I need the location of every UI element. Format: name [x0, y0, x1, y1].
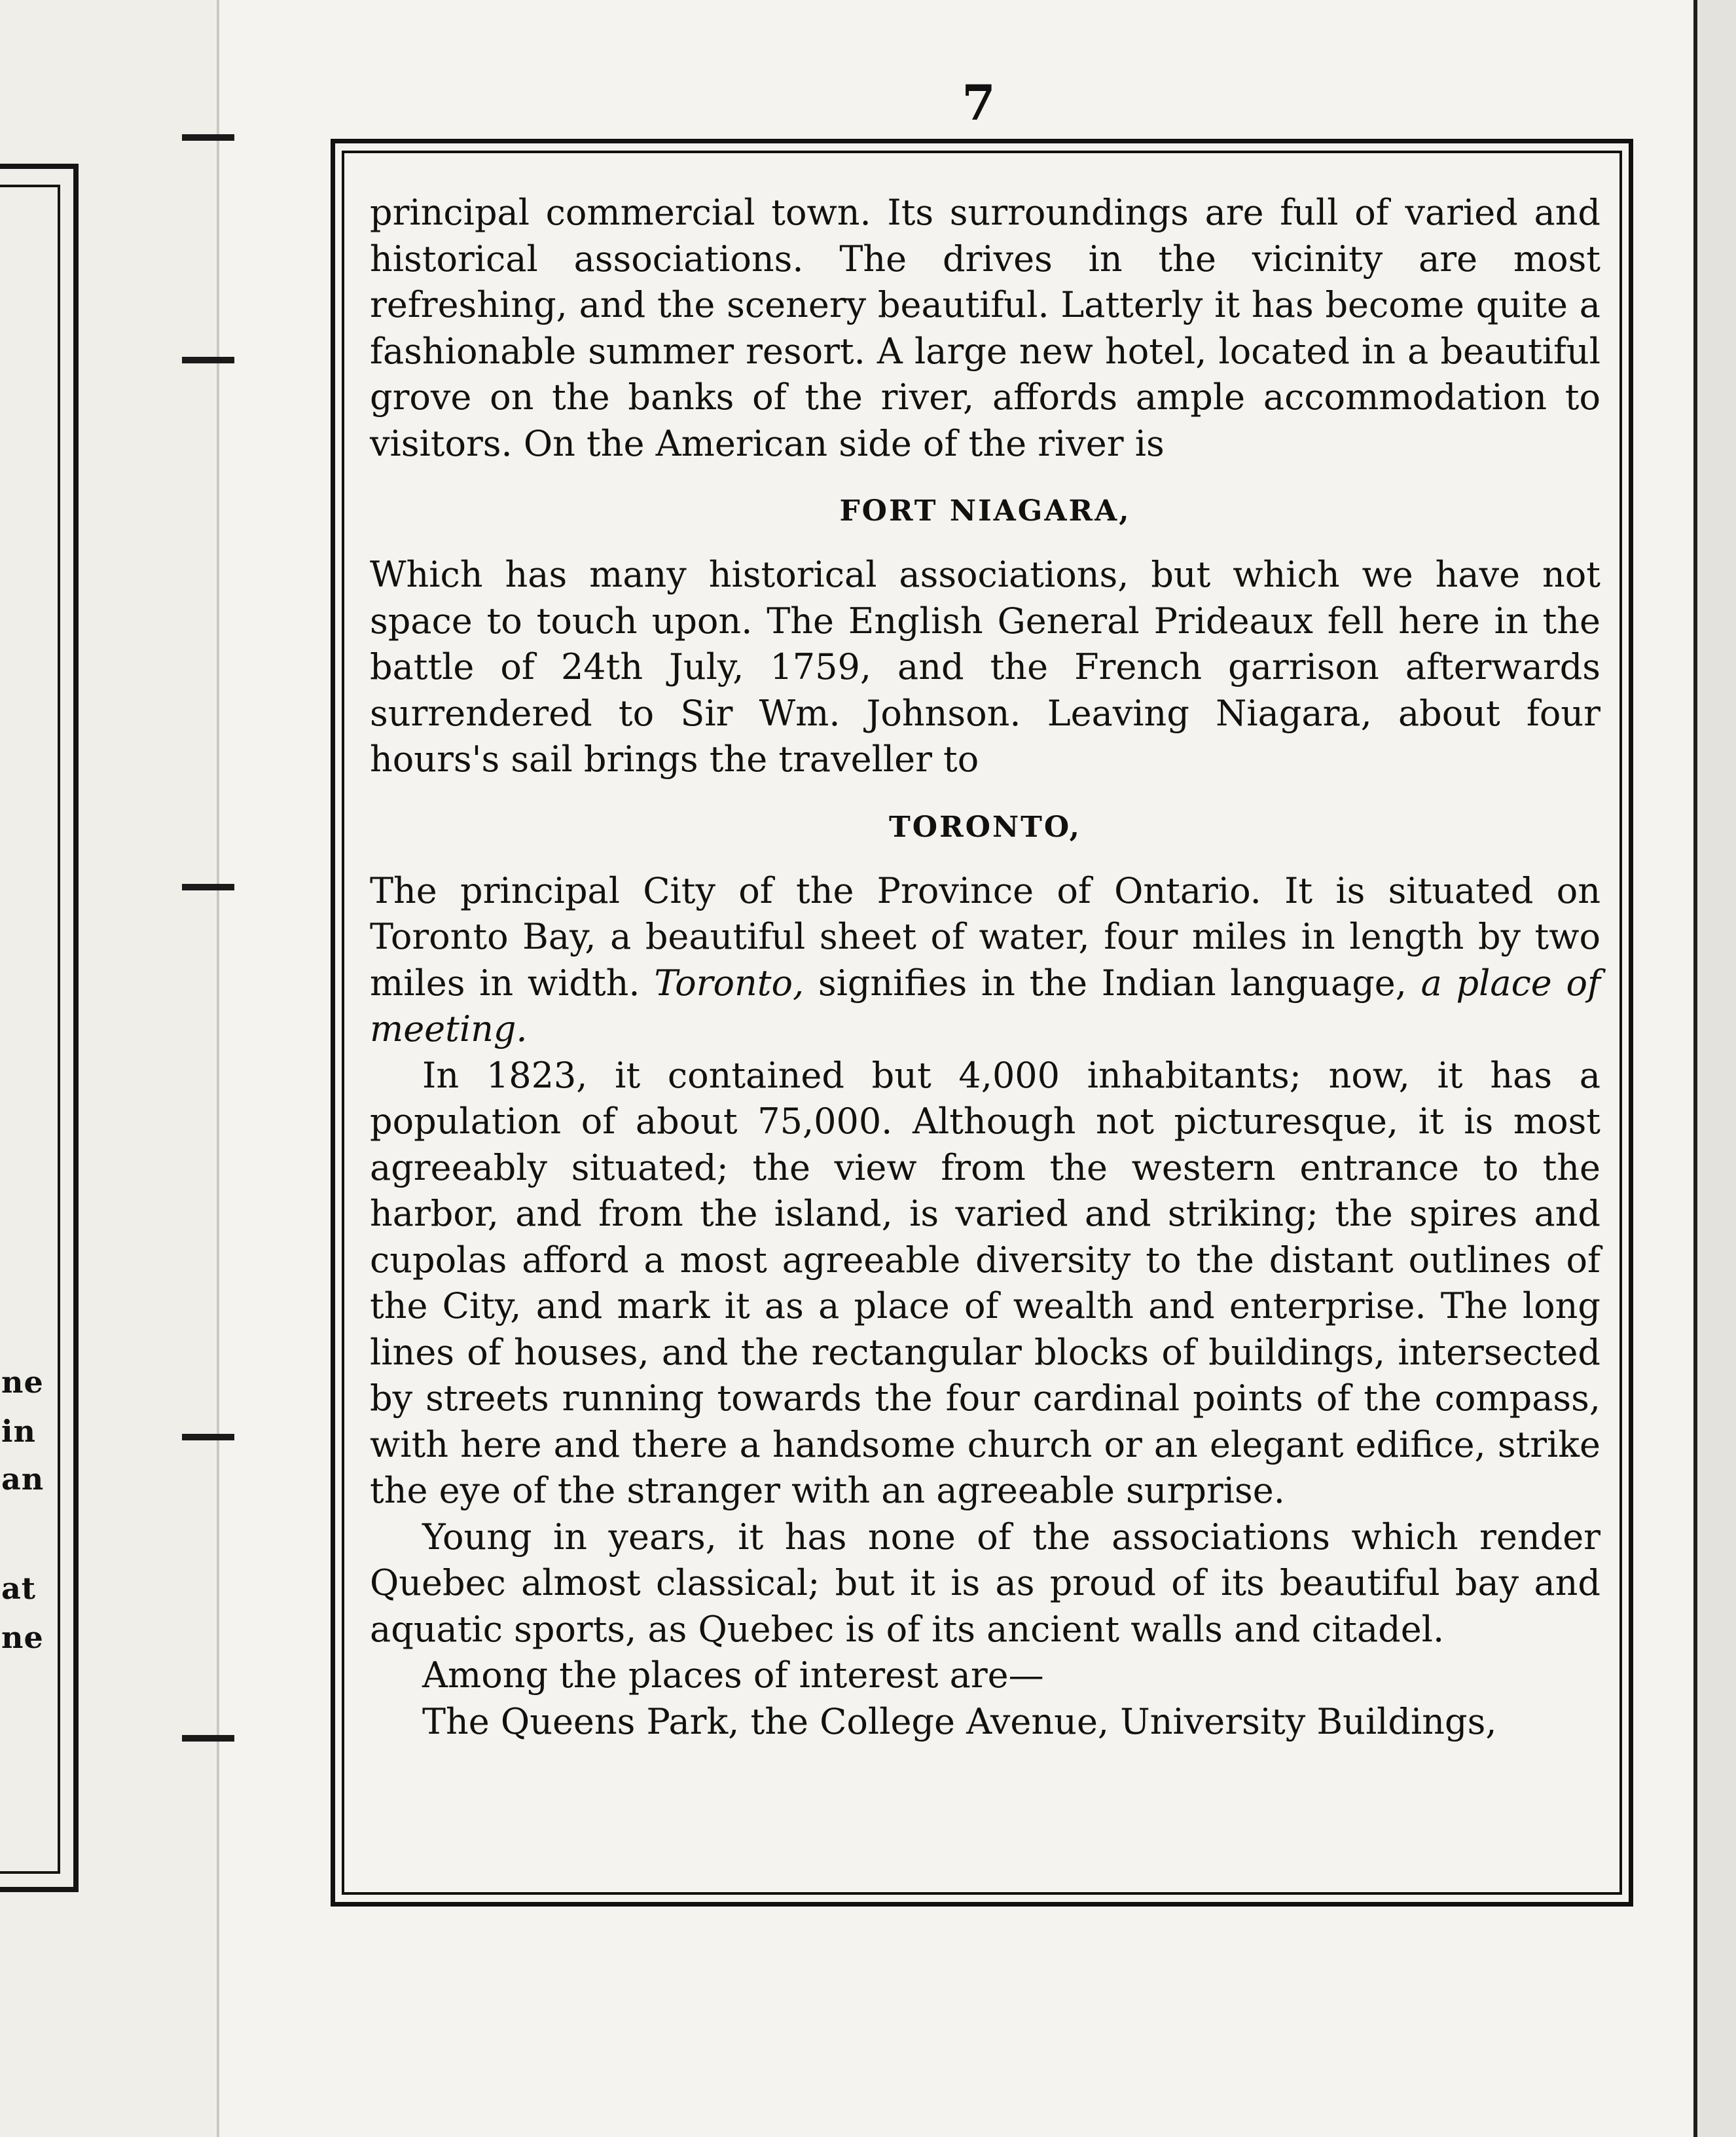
right-page-edge	[1693, 0, 1736, 2137]
italic-text: a place of meeting.	[370, 962, 1600, 1050]
binding-stitch	[182, 884, 234, 890]
paragraph: Young in years, it has none of the associations which render Quebec almost classical; but it is as proud of its beautiful bay and aquatic sports, as Quebec is of its ancient walls and citadel.	[370, 1516, 1600, 1650]
binding-stitch	[182, 357, 234, 363]
italic-text: Toronto,	[654, 962, 805, 1004]
left-page-fragment: at	[1, 1571, 37, 1606]
binding-stitch	[182, 1735, 234, 1742]
left-page-fragment: ne	[1, 1620, 44, 1655]
page-number: 7	[962, 75, 996, 132]
page-bottom-margin	[219, 1997, 1693, 2137]
binding-stitch	[182, 134, 234, 141]
paragraph	[370, 868, 1600, 1053]
section-heading: TORONTO,	[889, 810, 1081, 844]
left-page-fragment: an	[1, 1461, 45, 1497]
paragraph: In 1823, it contained but 4,000 inhabitants; now, it has a population of about 75,000. Although not picturesque, it is most agreeably situated; the view from the western entrance to the harbor, and from the island, is varied and striking; the spires and cupolas afford a most agreeable diversity to the distant outlines of the City, and mark it as a place of wealth and enterprise. The long lines of houses, and the rectangular blocks of buildings, intersected by streets running towards the four cardinal points of the compass, with here and there a handsome church or an elegant edifice, strike the eye of the stranger with an agreeable surprise.	[370, 1054, 1600, 1511]
paragraph: principal commercial town. Its surroundings are full of varied and historical associations. The drives in the vicinity are most refreshing, and the scenery beautiful. Latterly it has become quite a fashionable summer resort. A large new hotel, located in a beautiful grove on the banks of the river, affords ample accommodation to visitors. On the American side of the river is	[370, 192, 1600, 464]
left-facing-page	[0, 0, 219, 2137]
paragraph: The Queens Park, the College Avenue, University Buildings,	[422, 1700, 1497, 1742]
binding-stitch	[182, 1434, 234, 1440]
paragraph: Among the places of interest are—	[422, 1654, 1044, 1696]
paragraph: Which has many historical associations, but which we have not space to touch upon. The English General Prideaux fell here in the battle of 24th July, 1759, and the French garrison afterwards surrendered to Sir Wm. Johnson. Leaving Niagara, about four hours's sail brings the traveller to	[370, 554, 1600, 780]
left-page-fragment: in	[1, 1414, 36, 1449]
page-body	[370, 190, 1600, 1745]
section-heading: FORT NIAGARA,	[839, 494, 1131, 528]
left-page-fragment: ne	[1, 1364, 44, 1400]
paragraph-text: The principal City of the Province of Ontario. It is situated on Toronto Bay, a beautiful sheet of water, four miles in length by two miles in width.	[370, 869, 1600, 1004]
paragraph-text: signifies in the Indian language,	[818, 962, 1407, 1004]
